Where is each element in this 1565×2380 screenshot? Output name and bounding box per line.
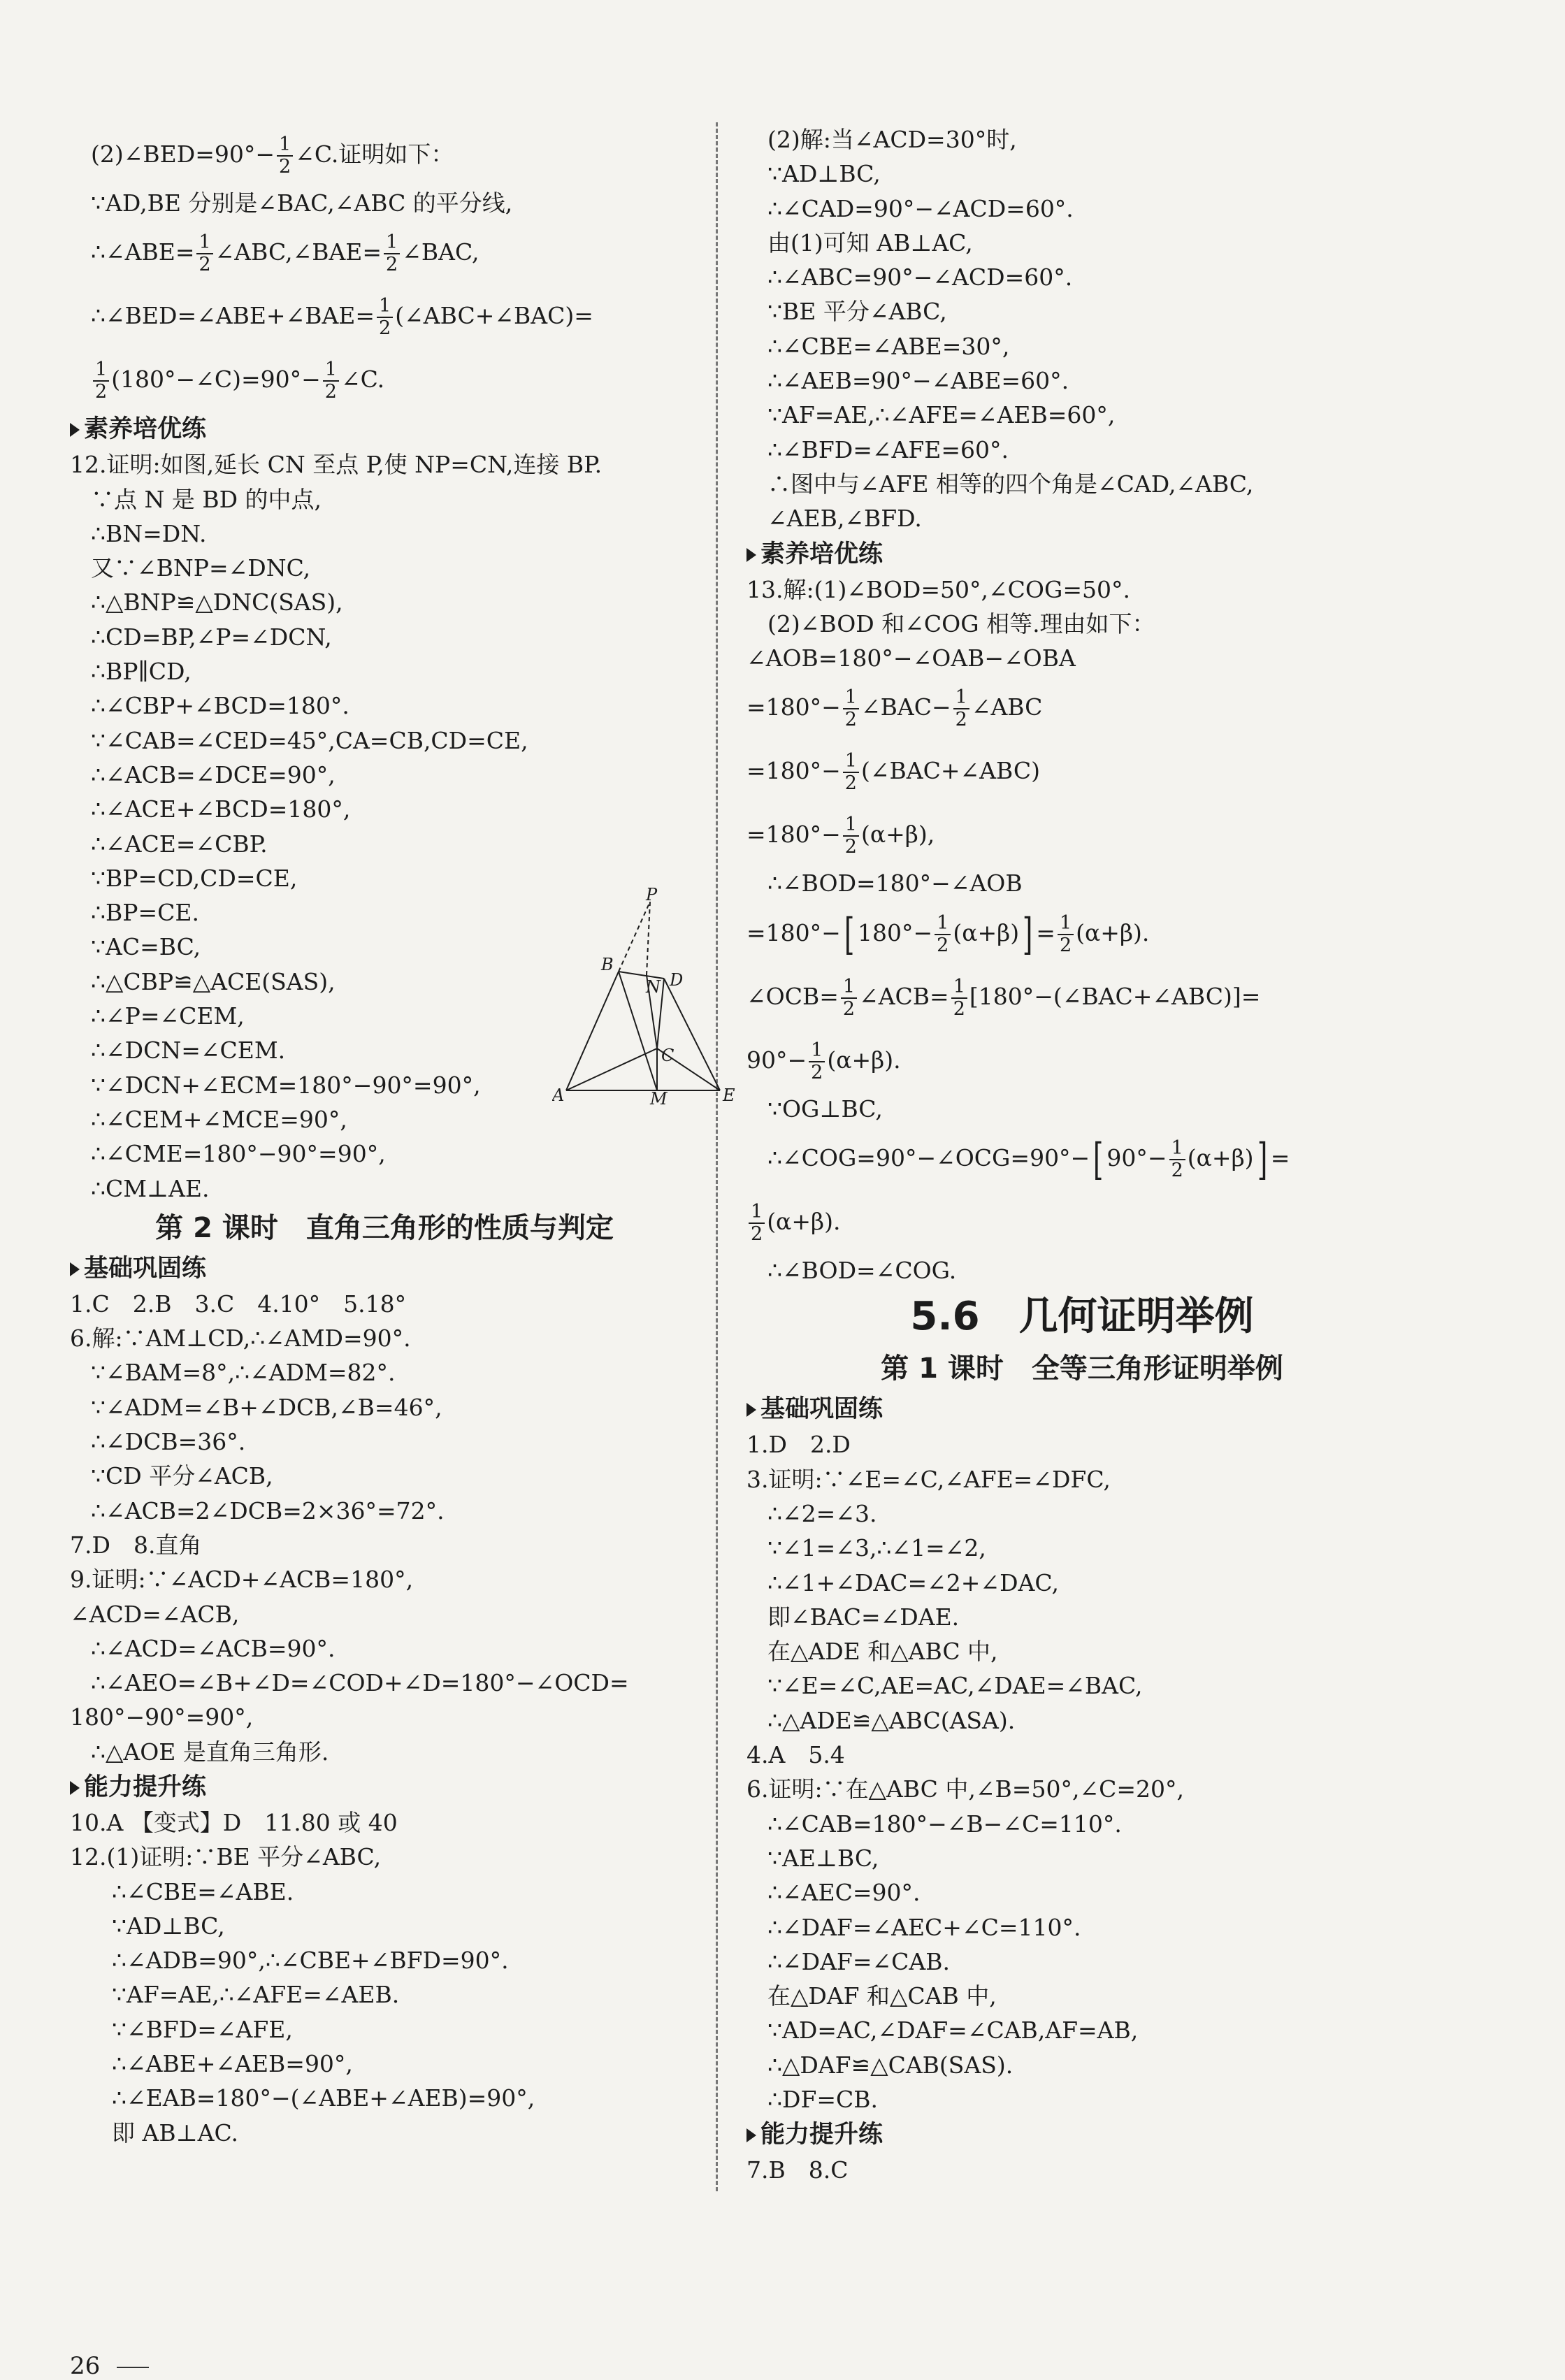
section-title: 5.6 几何证明举例 xyxy=(910,1294,1254,1340)
answer-line: 7.D 8.直角 xyxy=(70,1531,202,1559)
triangle-marker-icon xyxy=(747,2128,756,2142)
text-line: ∵AD=AC,∠DAF=∠CAB,AF=AB, xyxy=(767,2017,1139,2044)
text-line: ∵∠1=∠3,∴∠1=∠2, xyxy=(767,1534,986,1562)
text-line: 90°− $\frac{1}{2}$ (α+β). xyxy=(747,1039,901,1083)
line-ac xyxy=(566,1048,657,1090)
triangle-marker-icon xyxy=(747,548,756,562)
fraction: $\frac{1}{2}$ xyxy=(1169,1138,1185,1181)
answer-line: 10.A 【变式】D 11.80 或 40 xyxy=(70,1808,398,1836)
question-6 xyxy=(70,1321,699,1528)
text-line: ∴△DAF≌△CAB(SAS). xyxy=(767,2051,1014,2079)
text-line: ∵∠BAM=8°,∴∠ADM=82°. xyxy=(91,1359,396,1387)
text-line: ∴∠BOD=∠COG. xyxy=(767,1257,957,1285)
text-line: ∴∠CEM+∠MCE=90°, xyxy=(91,1105,347,1133)
question-12-part xyxy=(70,1840,699,2150)
label-b: B xyxy=(601,955,614,974)
right-column xyxy=(747,122,1418,2188)
text-line: ∴∠ADB=90°,∴∠CBE+∠BFD=90°. xyxy=(112,1947,509,1975)
answer-line: 4.A 5.4 xyxy=(747,1741,845,1769)
text-line: ∴∠ABE+∠AEB=90°, xyxy=(112,2050,353,2078)
text-line: ∴∠ACB=2∠DCB=2×36°=72°. xyxy=(91,1496,445,1524)
text-line: ∴∠AEC=90°. xyxy=(767,1879,921,1907)
line-ab xyxy=(566,972,619,1090)
text-line: ∵∠E=∠C,AE=AC,∠DAE=∠BAC, xyxy=(767,1672,1143,1700)
label-a: A xyxy=(552,1086,565,1104)
text-line: ∵AF=AE,∴∠AFE=∠AEB=60°, xyxy=(767,401,1116,429)
text-line: ∴∠ACD=∠ACB=90°. xyxy=(91,1634,336,1662)
fraction: $\frac{1}{2}$ xyxy=(843,814,859,858)
text-line: ∴∠BOD=180°−∠AOB xyxy=(767,870,1023,897)
text-line: 由(1)可知 AB⊥AC, xyxy=(767,229,973,257)
section-bar: 基础巩固练 xyxy=(70,1250,699,1287)
section-bar: 基础巩固练 xyxy=(747,1391,1418,1427)
text-line: ∴∠BFD=∠AFE=60°. xyxy=(767,435,1009,463)
triangle-marker-icon xyxy=(747,1403,756,1417)
text-line: ∠AEB,∠BFD. xyxy=(767,505,922,533)
text-line: ∴∠AEO=∠B+∠D=∠COD+∠D=180°−∠OCD= xyxy=(91,1669,629,1697)
line-de xyxy=(664,979,720,1090)
question-9 xyxy=(70,1562,699,1769)
section-bar: 素养培优练 xyxy=(70,411,699,447)
text-line: ∵AF=AE,∴∠AFE=∠AEB. xyxy=(112,1981,400,2009)
section-bar: 素养培优练 xyxy=(747,536,1418,572)
section-bar: 能力提升练 xyxy=(747,2116,1418,2153)
text-line: ∴BP∥CD, xyxy=(91,658,192,686)
text-line: ∵CD 平分∠ACB, xyxy=(91,1462,273,1490)
triangle-marker-icon xyxy=(70,1781,80,1795)
text-line: $\frac{1}{2}$ (180°−∠C)=90°− $\frac{1}{2}$ ∠C. xyxy=(70,347,699,411)
text-line: ∵OG⊥BC, xyxy=(767,1095,883,1123)
text-line: ∴∠EAB=180°−(∠ABE+∠AEB)=90°, xyxy=(112,2084,535,2112)
text-line: ∵∠DCN+∠ECM=180°−90°=90°, xyxy=(91,1071,481,1099)
triangle-marker-icon xyxy=(70,423,80,437)
text-line: 12.(1)证明:∵BE 平分∠ABC, xyxy=(70,1843,382,1871)
column-divider xyxy=(716,122,718,2191)
fraction: $\frac{1}{2}$ xyxy=(843,687,859,730)
fraction: $\frac{1}{2}$ xyxy=(951,976,967,1020)
geometry-figure xyxy=(552,888,741,1104)
text-line: $\frac{1}{2}$ (α+β). xyxy=(747,1190,1418,1253)
text-line: ∴CD=BP,∠P=∠DCN, xyxy=(91,623,332,651)
fraction: $\frac{1}{2}$ xyxy=(843,751,859,794)
text-line: ∵AC=BC, xyxy=(91,933,201,961)
page-number: 26 xyxy=(70,2352,149,2380)
text-line: 6.证明:∵在△ABC 中,∠B=50°,∠C=20°, xyxy=(747,1775,1184,1803)
text-line: ∴∠COG=90°−∠OCG=90°−[ 90°− $\frac{1}{2}$ (α+β)] = xyxy=(767,1134,1290,1185)
text-line: ∴△CBP≌△ACE(SAS), xyxy=(91,967,336,995)
text-line: ∵AD⊥BC, xyxy=(112,1912,225,1940)
label-d: D xyxy=(670,970,684,990)
answer-line: 1.C 2.B 3.C 4.10° 5.18° xyxy=(70,1290,407,1318)
question-3 xyxy=(747,1462,1418,1738)
text-line: ∴∠DAF=∠AEC+∠C=110°. xyxy=(767,1913,1081,1941)
label-m: M xyxy=(650,1089,668,1104)
text-line: 12.证明:如图,延长 CN 至点 P,使 NP=CN,连接 BP. xyxy=(70,451,603,479)
label-p: P xyxy=(646,888,658,904)
text-line: ∴∠P=∠CEM, xyxy=(91,1002,245,1030)
text-line: ∴∠CME=180°−90°=90°, xyxy=(91,1140,386,1168)
text-line: ∴CM⊥AE. xyxy=(91,1174,210,1202)
text-line: ∴∠ABC=90°−∠ACD=60°. xyxy=(767,264,1073,291)
line-bp xyxy=(619,902,650,972)
text-line: 3.证明:∵∠E=∠C,∠AFE=∠DFC, xyxy=(747,1465,1111,1493)
question-6-right xyxy=(747,1772,1418,2116)
fraction: $\frac{1}{2}$ xyxy=(1058,913,1074,956)
label-n: N xyxy=(646,977,661,997)
text-line: ∴△BNP≌△DNC(SAS), xyxy=(91,589,343,616)
text-line: 即 AB⊥AC. xyxy=(112,2119,239,2147)
text-line: (2)∠BOD 和∠COG 相等.理由如下： xyxy=(767,610,1155,637)
text-line: ∴∠CBP+∠BCD=180°. xyxy=(91,692,349,720)
text-line: ∠OCB= $\frac{1}{2}$ ∠ACB= $\frac{1}{2}$ [180°−(∠BAC+∠ABC)]= xyxy=(747,975,1261,1020)
text-line: ∵AD⊥BC, xyxy=(767,160,881,188)
text-line: ∴∠CBE=∠ABE=30°, xyxy=(767,332,1010,360)
text-line: 6.解:∵AM⊥CD,∴∠AMD=90°. xyxy=(70,1325,411,1353)
lesson-title: 第 2 课时 直角三角形的性质与判定 xyxy=(155,1211,614,1244)
text-line: 在△ADE 和△ABC 中, xyxy=(767,1638,998,1666)
text-line: ∴∠CAD=90°−∠ACD=60°. xyxy=(767,194,1074,222)
text-line: ∴∠ACE=∠CBP. xyxy=(91,830,268,858)
text-line: ∴∠DCN=∠CEM. xyxy=(91,1037,286,1065)
label-c: C xyxy=(661,1046,675,1065)
text-line: ∴∠DCB=36°. xyxy=(91,1428,246,1456)
answer-line: 7.B 8.C xyxy=(747,2156,849,2184)
text-line: 13.解:(1)∠BOD=50°,∠COG=50°. xyxy=(747,575,1130,603)
text-line: =180°− $\frac{1}{2}$ ∠BAC− $\frac{1}{2}$ ∠ABC xyxy=(747,686,1043,731)
fraction: $\frac{1}{2}$ xyxy=(377,296,393,339)
question-12-part-2 xyxy=(747,122,1418,536)
text-line: ∴△AOE 是直角三角形. xyxy=(91,1738,329,1766)
fraction: $\frac{1}{2}$ xyxy=(323,359,339,403)
text-line: =180°− $\frac{1}{2}$ (α+β), xyxy=(747,814,935,858)
fraction: $\frac{1}{2}$ xyxy=(809,1040,825,1083)
answer-line: 1.D 2.D xyxy=(747,1431,851,1459)
label-e: E xyxy=(723,1086,735,1104)
text-line: ∴DF=CB. xyxy=(767,2085,878,2113)
text-line: ∴∠ACB=∠DCE=90°, xyxy=(91,760,336,788)
text-line: ∴∠1+∠DAC=∠2+∠DAC, xyxy=(767,1568,1059,1596)
text-line: ∵∠CAB=∠CED=45°,CA=CB,CD=CE, xyxy=(91,726,528,754)
text-line: ∴△ADE≌△ABC(ASA). xyxy=(767,1706,1016,1734)
text-line: ∵∠BFD=∠AFE, xyxy=(112,2015,293,2043)
text-line: ∴BN=DN. xyxy=(91,519,207,547)
text-line: (2)解:当∠ACD=30°时, xyxy=(767,126,1017,153)
text-line: 即∠BAC=∠DAE. xyxy=(767,1603,960,1631)
text-line: ∴∠2=∠3. xyxy=(767,1499,877,1527)
text-line: ∵点 N 是 BD 的中点, xyxy=(91,485,322,513)
section-bar: 能力提升练 xyxy=(70,1769,699,1805)
text-line: 9.证明:∵∠ACD+∠ACB=180°, xyxy=(70,1566,414,1594)
fraction: $\frac{1}{2}$ xyxy=(953,687,969,730)
text-line: ∵BP=CD,CD=CE, xyxy=(91,864,298,892)
text-line: ∴∠AEB=90°−∠ABE=60°. xyxy=(767,367,1069,395)
text-line: 180°−90°=90°, xyxy=(70,1703,254,1731)
text-line: ∴∠CBE=∠ABE. xyxy=(112,1877,294,1905)
left-column xyxy=(70,122,735,2380)
line-np xyxy=(647,902,650,975)
text-line: ∴图中与∠AFE 相等的四个角是∠CAD,∠ABC, xyxy=(767,470,1254,498)
text-line: ∠ACD=∠ACB, xyxy=(70,1600,240,1628)
text-line: =180°− $\frac{1}{2}$ (∠BAC+∠ABC) xyxy=(747,750,1040,795)
text-line: ∠AOB=180°−∠OAB−∠OBA xyxy=(747,644,1076,672)
fraction: $\frac{1}{2}$ xyxy=(196,232,212,275)
text-line: ∵∠ADM=∠B+∠DCB,∠B=46°, xyxy=(91,1393,442,1421)
text-line: ∴∠ACE+∠BCD=180°, xyxy=(91,795,351,823)
fraction: $\frac{1}{2}$ xyxy=(841,976,857,1020)
fraction: $\frac{1}{2}$ xyxy=(384,232,400,275)
fraction: $\frac{1}{2}$ xyxy=(93,359,109,403)
text-line: ∴∠DAF=∠CAB. xyxy=(767,1947,950,1975)
text-line: =180°−[ 180°− $\frac{1}{2}$ (α+β)] = $\frac{1}{2}$ (α+β). xyxy=(747,908,1150,960)
text-line: 又∵∠BNP=∠DNC, xyxy=(91,554,311,582)
text-line: ∵BE 平分∠ABC, xyxy=(767,298,947,326)
text-line: ∴∠BED=∠ABE+∠BAE= $\frac{1}{2}$ (∠ABC+∠BAC)= xyxy=(91,295,593,340)
text-line: ∴BP=CE. xyxy=(91,899,199,927)
triangle-marker-icon xyxy=(70,1262,80,1276)
text-line: 在△DAF 和△CAB 中, xyxy=(767,1982,997,2010)
text-line: ∵AD,BE 分别是∠BAC,∠ABC 的平分线, xyxy=(91,189,513,217)
lesson-title: 第 1 课时 全等三角形证明举例 xyxy=(881,1353,1283,1385)
text-line: ∴∠CAB=180°−∠B−∠C=110°. xyxy=(767,1810,1122,1838)
text-line: ∴∠ABE= $\frac{1}{2}$ ∠ABC,∠BAE= $\frac{1}{2}$ ∠BAC, xyxy=(91,231,479,276)
fraction: $\frac{1}{2}$ xyxy=(277,134,293,178)
fraction: $\frac{1}{2}$ xyxy=(749,1202,765,1245)
fraction: $\frac{1}{2}$ xyxy=(935,913,951,956)
text-line: (2)∠BED=90°− $\frac{1}{2}$ ∠C.证明如下： xyxy=(91,134,454,178)
text-line: ∵AE⊥BC, xyxy=(767,1844,879,1872)
